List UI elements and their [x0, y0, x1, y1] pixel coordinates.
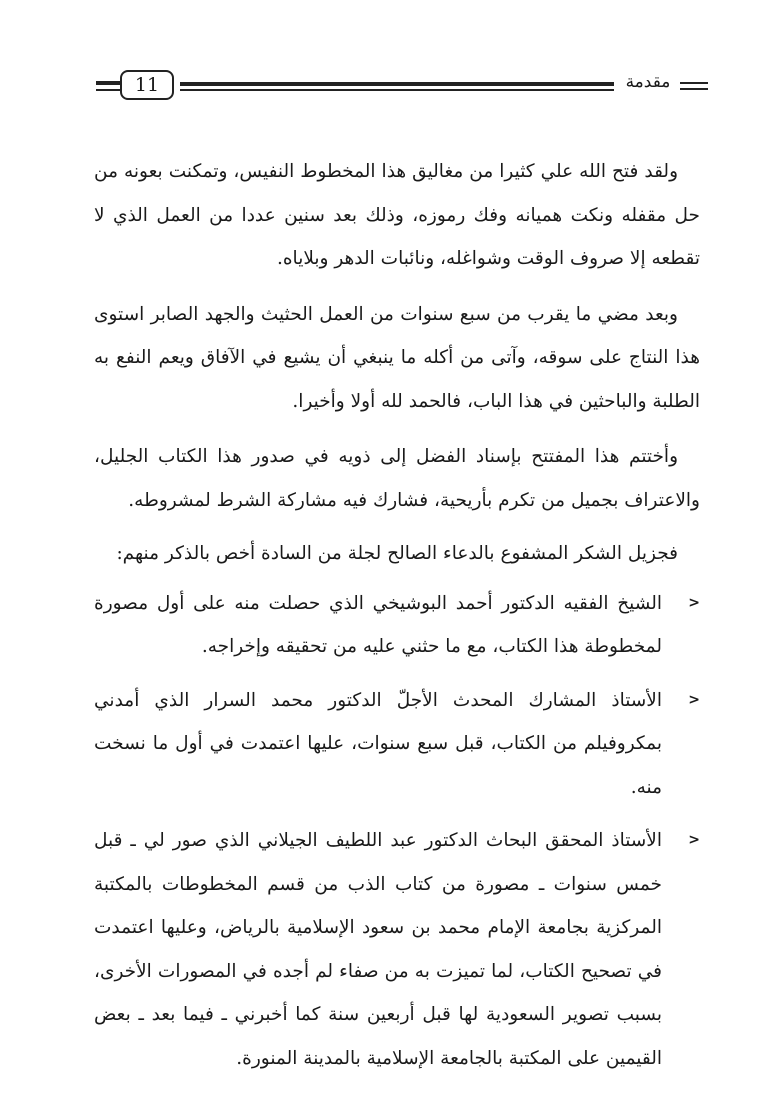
bullet-icon: <: [688, 594, 700, 611]
list-item-text: الشيخ الفقيه الدكتور أحمد البوشيخي الذي حصلت منه على أول مصورة لمخطوطة هذا الكتاب، مع ما حثني عليه من تحقيقه وإخراجه.: [94, 592, 662, 657]
list-item: [94, 582, 700, 669]
list-item: [94, 679, 700, 810]
running-header: [96, 70, 710, 104]
bullet-icon: <: [688, 832, 700, 848]
running-title: مقدمة: [625, 72, 671, 92]
list-item-text: الأستاذ المشارك المحدث الأجلّ الدكتور محمد السرار الذي أمدني بمكروفيلم من الكتاب، قبل سبع سنوات، عليها اعتمدت في أول ما نسخت منه.: [94, 689, 662, 798]
acknowledgement-list: [94, 582, 700, 1081]
list-item: [94, 819, 700, 1080]
page-body: [94, 150, 700, 1090]
header-rule: [180, 80, 614, 92]
list-item-text: الأستاذ المحقق البحاث الدكتور عبد اللطيف الجيلاني الذي صور لي ـ قبل خمس سنوات ـ مصورة من كتاب الذب من قسم المخطوطات بالمكتبة المركزية بجامعة الإمام محمد بن سعود الإسلامية بالرياض، وعليها اعتمدت في تصحيح الكتاب، لما تميزت به من صفاء لم أجده في المصورات الأخرى، بسبب تصوير السعودية لها قبل أربعين سنة كما أخبرني ـ فيما بعد ـ بعض القيمين على المكتبة بالجامعة الإسلامية بالمدينة المنورة.: [94, 830, 662, 1069]
paragraph: فجزيل الشكر المشفوع بالدعاء الصالح لجلة من السادة أخص بالذكر منهم:: [116, 543, 678, 564]
title-ornament: [680, 81, 708, 91]
page-number: 11: [120, 70, 174, 100]
paragraph: ولقد فتح الله علي كثيرا من مغاليق هذا المخطوط النفيس، وتمكنت بعونه من حل مقفله ونكت هميانه وفك رموزه، وذلك بعد سنين عددا من العمل الذي لا تقطعه إلا صروف الوقت وشواغله، ونائبات الدهر وبلاياه.: [94, 161, 700, 269]
paragraph: وبعد مضي ما يقرب من سبع سنوات من العمل الحثيث والجهد الصابر استوى هذا النتاج على سوقه، وآتى من أكله ما ينبغي أن يشيع في الآفاق ويعم النفع به الطلبة والباحثين في هذا الباب، فالحمد لله أولا وأخيرا.: [94, 303, 700, 412]
paragraph: وأختتم هذا المفتتح بإسناد الفضل إلى ذويه في صدور هذا الكتاب الجليل، والاعتراف بجميل من تكرم بأريحية، فشارك فيه مشاركة الشرط لمشروطه.: [94, 446, 700, 511]
bullet-icon: <: [688, 691, 700, 708]
